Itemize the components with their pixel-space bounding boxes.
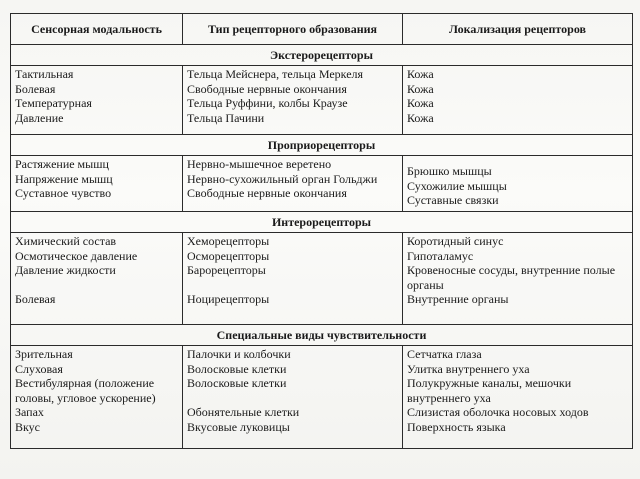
localization-cell — [403, 233, 633, 325]
localization-cell — [403, 156, 633, 212]
localization-item: Поверхность языка — [407, 419, 506, 434]
modality-item: Температурная — [15, 96, 92, 110]
spacer — [15, 278, 178, 293]
spacer — [187, 278, 398, 293]
modality-item: Химический состав — [15, 234, 117, 248]
section-row — [11, 212, 633, 233]
localization-item: Кожа — [407, 67, 434, 81]
receptor-type-item: Осморецепторы — [187, 248, 270, 263]
modality-item: Болевая — [15, 81, 56, 96]
modality-item: Запах — [15, 405, 44, 419]
modality-cell — [11, 66, 183, 135]
modality-item: Осмотическое давление — [15, 248, 138, 263]
modality-item: Тактильная — [15, 67, 74, 81]
receptor-type-item: Волосковые клетки — [187, 376, 287, 390]
receptor-type-item: Волосковые клетки — [187, 361, 287, 376]
receptor-type-item: Свободные нервные окончания — [187, 186, 347, 200]
receptor-type-item: Нервно-мышечное веретено — [187, 157, 332, 171]
localization-item: Полукружные каналы, мешочки внутреннего уха — [407, 376, 572, 405]
receptor-type-item: Свободные нервные окончания — [187, 81, 347, 96]
modality-item: Напряжение мышц — [15, 171, 113, 186]
modality-cell — [11, 233, 183, 325]
table-row — [11, 156, 633, 212]
header-localization: Локализация рецепторов — [403, 14, 633, 45]
receptor-type-item: Вкусовые луковицы — [187, 419, 290, 434]
receptor-type-cell — [183, 66, 403, 135]
receptor-type-cell — [183, 346, 403, 449]
header-receptor-type: Тип рецепторного образования — [183, 14, 403, 45]
receptor-type-item: Нервно-сухожильный орган Гольджи — [187, 171, 378, 186]
modality-item: Давление — [15, 110, 64, 125]
modality-item: Давление жидкости — [15, 263, 116, 277]
localization-item: Гипоталамус — [407, 248, 474, 263]
receptor-type-item: Барорецепторы — [187, 263, 266, 277]
header-modality: Сенсорная модальность — [11, 14, 183, 45]
section-title: Проприорецепторы — [11, 135, 633, 156]
localization-item: Кожа — [407, 81, 434, 96]
receptor-type-item: Хеморецепторы — [187, 234, 270, 248]
localization-cell — [403, 66, 633, 135]
modality-item: Растяжение мышц — [15, 157, 109, 171]
localization-item: Сетчатка глаза — [407, 347, 482, 361]
section-row — [11, 135, 633, 156]
receptor-type-cell — [183, 156, 403, 212]
localization-item: Кожа — [407, 110, 434, 125]
localization-item: Внутренние органы — [407, 292, 509, 306]
modality-item: Вестибулярная (положение головы, угловое ускорение) — [15, 376, 156, 405]
table-row — [11, 346, 633, 449]
section-title: Специальные виды чувствительности — [11, 325, 633, 346]
section-title: Интерорецепторы — [11, 212, 633, 233]
receptor-type-item: Ноцирецепторы — [187, 292, 270, 306]
localization-item: Коротидный синус — [407, 234, 504, 248]
localization-item: Кровеносные сосуды, внутренние полые органы — [407, 263, 616, 292]
table-row — [11, 233, 633, 325]
localization-item: Суставные связки — [407, 193, 499, 207]
localization-cell — [403, 346, 633, 449]
receptor-type-item: Тельца Пачини — [187, 110, 265, 125]
localization-item: Сухожилие мышцы — [407, 178, 507, 193]
localization-item: Брюшко мышцы — [407, 164, 492, 178]
receptor-type-item: Обонятельные клетки — [187, 405, 300, 419]
modality-cell — [11, 156, 183, 212]
receptor-type-item: Тельца Мейснера, тельца Меркеля — [187, 67, 364, 81]
modality-item: Болевая — [15, 292, 56, 306]
modality-item: Суставное чувство — [15, 186, 112, 200]
modality-item: Зрительная — [15, 347, 73, 361]
section-row — [11, 325, 633, 346]
receptor-table — [10, 13, 633, 449]
localization-item: Слизистая оболочка носовых ходов — [407, 405, 589, 419]
localization-item: Улитка внутреннего уха — [407, 361, 530, 376]
header-row — [11, 14, 633, 45]
table-row — [11, 66, 633, 135]
section-row — [11, 45, 633, 66]
localization-item: Кожа — [407, 96, 434, 110]
receptor-type-cell — [183, 233, 403, 325]
receptor-type-item: Палочки и колбочки — [187, 347, 291, 361]
modality-item: Вкус — [15, 419, 40, 434]
modality-item: Слуховая — [15, 361, 63, 376]
receptor-type-item: Тельца Руффини, колбы Краузе — [187, 96, 348, 110]
section-title: Экстерорецепторы — [11, 45, 633, 66]
spacer — [187, 391, 398, 406]
modality-cell — [11, 346, 183, 449]
